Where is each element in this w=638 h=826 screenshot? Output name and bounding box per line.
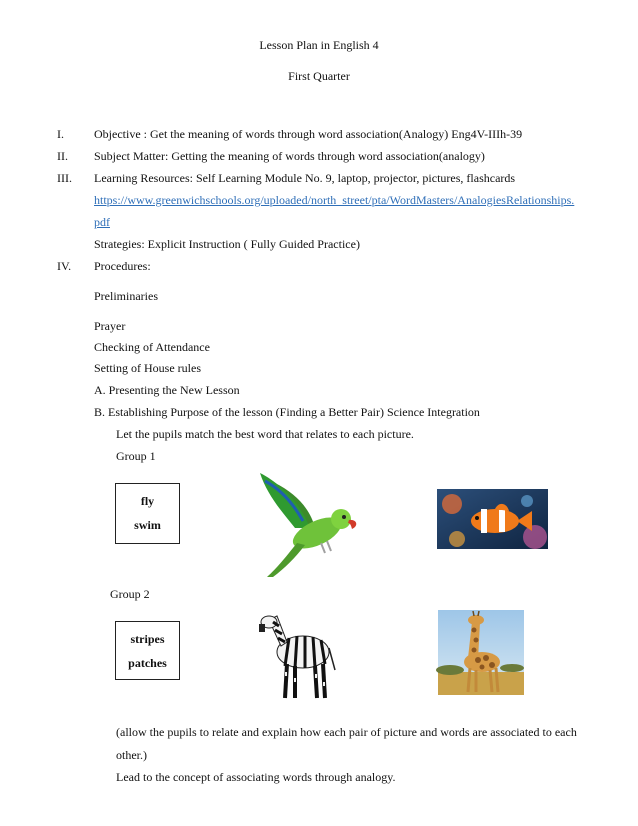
lesson-step-b: B. Establishing Purpose of the lesson (Finding a Better Pair) Science Integration — [94, 405, 480, 419]
closing-line-1: (allow the pupils to relate and explain how each pair of picture and words are associated to each — [116, 725, 577, 739]
prelim-item-attendance: Checking of Attendance — [94, 340, 210, 354]
group-2-label: Group 2 — [110, 587, 150, 601]
prelim-item-house-rules: Setting of House rules — [94, 361, 201, 375]
document-title: Lesson Plan in English 4 — [259, 38, 379, 52]
group-2-word-card — [115, 621, 180, 680]
objective-text: Objective : Get the meaning of words through word association(Analogy) Eng4V-IIIh-39 — [94, 127, 523, 141]
giraffe-picture — [438, 610, 524, 695]
procedures-heading: Procedures: — [94, 259, 151, 273]
learning-resources-text: Learning Resources: Self Learning Module No. 9, laptop, projector, pictures, flashcards — [94, 171, 516, 185]
word-patches: patches — [128, 656, 167, 670]
group-1-label: Group 1 — [116, 449, 156, 463]
matching-instruction: Let the pupils match the best word that relates to each picture. — [116, 427, 414, 441]
closing-line-3: Lead to the concept of associating words through analogy. — [116, 770, 396, 784]
parrot-picture — [255, 473, 365, 578]
word-stripes: stripes — [130, 632, 165, 646]
word-swim: swim — [134, 518, 161, 532]
section-numeral-4: IV. — [57, 259, 72, 273]
strategies-text: Strategies: Explicit Instruction ( Fully Guided Practice) — [94, 237, 360, 251]
section-numeral-1: I. — [57, 127, 64, 141]
section-numeral-3: III. — [57, 171, 72, 185]
clownfish-picture — [437, 489, 548, 549]
group-1-word-card — [115, 483, 180, 544]
prelim-item-prayer: Prayer — [94, 319, 126, 333]
lesson-step-a: A. Presenting the New Lesson — [94, 383, 240, 397]
closing-line-2: other.) — [116, 748, 147, 762]
zebra-picture — [255, 612, 337, 702]
resources-link-line1[interactable]: https://www.greenwichschools.org/uploaded/north_street/pta/WordMasters/AnalogiesRelationships. — [94, 193, 575, 207]
section-numeral-2: II. — [57, 149, 68, 163]
word-fly: fly — [140, 494, 155, 508]
quarter-label: First Quarter — [288, 69, 350, 83]
preliminaries-heading: Preliminaries — [94, 289, 158, 303]
subject-matter-text: Subject Matter: Getting the meaning of words through word association(analogy) — [94, 149, 485, 163]
resources-link-line2[interactable]: pdf — [94, 215, 110, 229]
